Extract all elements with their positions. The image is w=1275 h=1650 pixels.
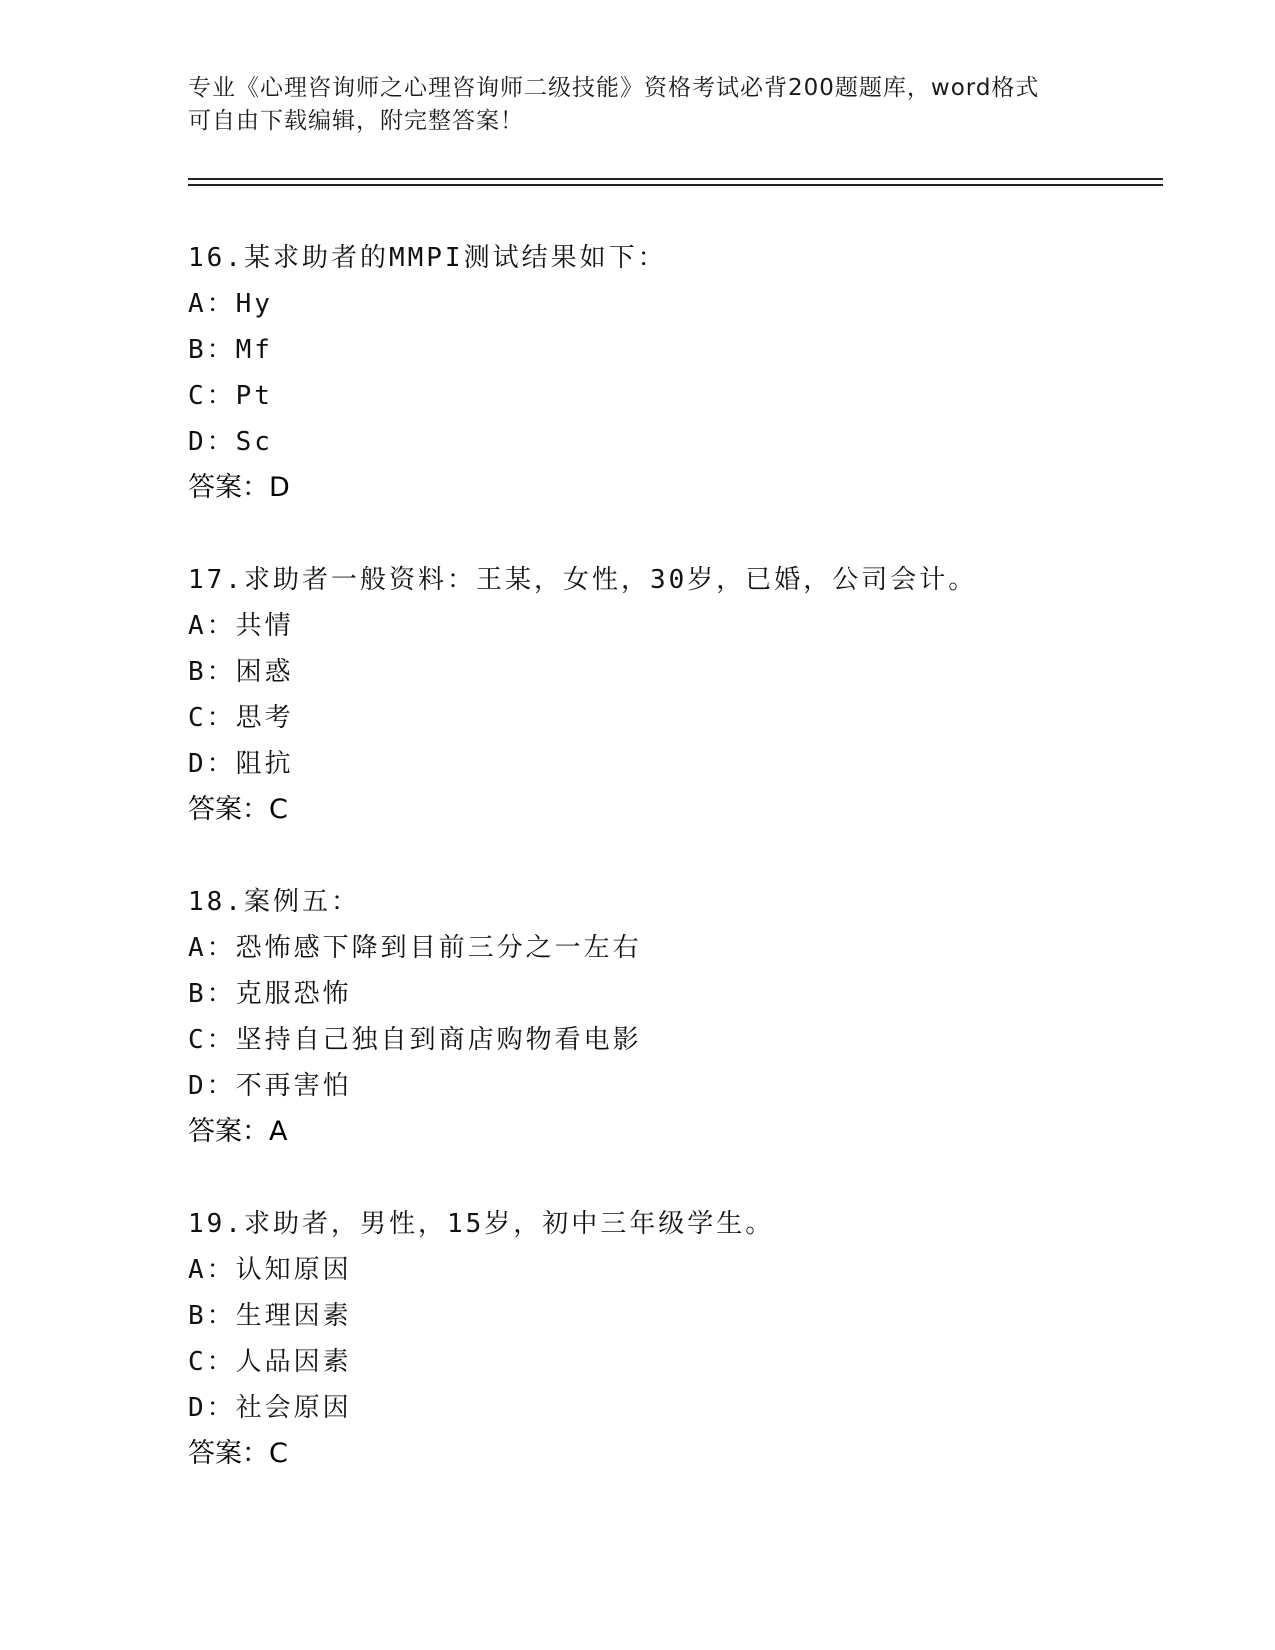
option-d: D：阻抗 bbox=[188, 749, 294, 779]
option-c: C：坚持自己独自到商店购物看电影 bbox=[188, 1025, 642, 1055]
document-header bbox=[188, 72, 1088, 138]
option-b: B：困惑 bbox=[188, 657, 294, 687]
option-d: D：Sc bbox=[188, 427, 273, 457]
option-c: C：人品因素 bbox=[188, 1347, 352, 1377]
question-stem: 19.求助者，男性，15岁，初中三年级学生。 bbox=[188, 1209, 775, 1239]
header-divider-top bbox=[188, 178, 1163, 180]
option-d: D：不再害怕 bbox=[188, 1071, 352, 1101]
option-b: B：Mf bbox=[188, 335, 273, 365]
question-17 bbox=[188, 557, 1148, 833]
question-18 bbox=[188, 879, 1148, 1155]
option-a: A：共情 bbox=[188, 611, 294, 641]
answer: 答案：D bbox=[188, 472, 290, 503]
header-line-2: 可自由下载编辑，附完整答案！ bbox=[188, 108, 524, 134]
header-line-1: 专业《心理咨询师之心理咨询师二级技能》资格考试必背200题题库，word格式 bbox=[188, 75, 1040, 101]
question-19 bbox=[188, 1201, 1148, 1477]
question-stem: 18.案例五： bbox=[188, 887, 360, 917]
option-b: B：克服恐怖 bbox=[188, 979, 352, 1009]
option-d: D：社会原因 bbox=[188, 1393, 352, 1423]
answer: 答案：A bbox=[188, 1116, 288, 1147]
option-a: A：Hy bbox=[188, 289, 273, 319]
question-stem: 17.求助者一般资料：王某，女性，30岁，已婚，公司会计。 bbox=[188, 565, 978, 595]
option-c: C：Pt bbox=[188, 381, 273, 411]
question-16 bbox=[188, 235, 1148, 511]
answer: 答案：C bbox=[188, 794, 288, 825]
option-b: B：生理因素 bbox=[188, 1301, 352, 1331]
answer: 答案：C bbox=[188, 1438, 288, 1469]
header-divider-bottom bbox=[188, 184, 1163, 186]
option-c: C：思考 bbox=[188, 703, 294, 733]
option-a: A：认知原因 bbox=[188, 1255, 352, 1285]
question-stem: 16.某求助者的MMPI测试结果如下： bbox=[188, 243, 667, 273]
option-a: A：恐怖感下降到目前三分之一左右 bbox=[188, 933, 642, 963]
